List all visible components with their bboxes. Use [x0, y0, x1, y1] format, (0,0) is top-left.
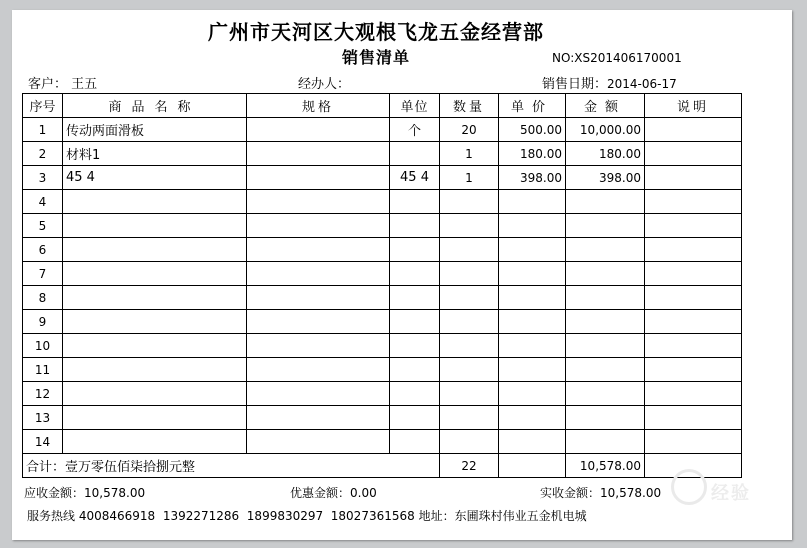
item-price	[499, 430, 566, 454]
table-row	[23, 142, 742, 166]
item-price	[499, 382, 566, 406]
item-price	[499, 190, 566, 214]
document-number: NO:XS201406170001	[552, 51, 682, 65]
row-number: 9	[23, 310, 63, 334]
row-number: 4	[23, 190, 63, 214]
date-info	[542, 73, 677, 92]
address: 东圃珠村伟业五金机电城	[454, 509, 587, 523]
item-note	[645, 262, 742, 286]
item-amount	[566, 406, 645, 430]
item-unit: 45 4	[390, 166, 440, 190]
item-price	[499, 286, 566, 310]
item-amount	[566, 214, 645, 238]
item-name	[63, 430, 247, 454]
sale-date: 2014-06-17	[607, 77, 677, 91]
item-price	[499, 406, 566, 430]
item-spec	[247, 358, 390, 382]
table-row	[23, 214, 742, 238]
item-qty	[440, 430, 499, 454]
row-number: 7	[23, 262, 63, 286]
table-header-row	[23, 94, 742, 118]
item-spec	[247, 214, 390, 238]
customer-info	[28, 73, 97, 92]
item-unit: 个	[390, 118, 440, 142]
item-spec	[247, 310, 390, 334]
receivable-label: 应收金额：	[24, 486, 85, 500]
item-name	[63, 382, 247, 406]
item-price	[499, 262, 566, 286]
item-price	[499, 358, 566, 382]
customer-name: 王五	[71, 77, 98, 92]
table-row	[23, 118, 742, 142]
item-unit	[390, 310, 440, 334]
item-qty	[440, 358, 499, 382]
item-name	[63, 406, 247, 430]
item-spec	[247, 166, 390, 190]
paw-icon	[671, 469, 707, 505]
item-unit	[390, 262, 440, 286]
item-note	[645, 142, 742, 166]
item-qty	[440, 382, 499, 406]
item-spec	[247, 382, 390, 406]
item-note	[645, 238, 742, 262]
row-number: 11	[23, 358, 63, 382]
table-row	[23, 310, 742, 334]
row-number: 14	[23, 430, 63, 454]
received-label: 实收金额：	[540, 486, 601, 500]
item-qty	[440, 262, 499, 286]
total-in-words: 合计：壹万零伍佰柒拾捌元整	[23, 454, 440, 478]
contact-line	[27, 507, 587, 524]
item-name	[63, 214, 247, 238]
item-amount	[566, 262, 645, 286]
item-name	[63, 358, 247, 382]
item-amount	[566, 430, 645, 454]
item-qty	[440, 310, 499, 334]
item-spec	[247, 334, 390, 358]
address-label: 地址：	[418, 509, 455, 523]
table-row	[23, 190, 742, 214]
item-amount	[566, 286, 645, 310]
row-number: 2	[23, 142, 63, 166]
row-number: 13	[23, 406, 63, 430]
item-amount	[566, 190, 645, 214]
item-amount	[566, 382, 645, 406]
item-unit	[390, 334, 440, 358]
item-name	[63, 310, 247, 334]
customer-label: 客户：	[28, 77, 68, 92]
item-name	[63, 286, 247, 310]
discount-amount: 0.00	[350, 486, 377, 500]
item-note	[645, 406, 742, 430]
row-number: 1	[23, 118, 63, 142]
item-note	[645, 286, 742, 310]
item-unit	[390, 406, 440, 430]
discount-info	[290, 484, 377, 501]
item-spec	[247, 238, 390, 262]
handler-label: 经办人：	[298, 77, 351, 92]
item-amount: 180.00	[566, 142, 645, 166]
item-note	[645, 310, 742, 334]
item-amount: 10,000.00	[566, 118, 645, 142]
item-price	[499, 334, 566, 358]
item-spec	[247, 142, 390, 166]
item-unit	[390, 358, 440, 382]
item-qty	[440, 190, 499, 214]
receivable-info	[24, 484, 145, 501]
item-amount	[566, 334, 645, 358]
item-name: 45 4	[63, 166, 247, 190]
item-note	[645, 118, 742, 142]
item-note	[645, 214, 742, 238]
item-unit	[390, 382, 440, 406]
item-name	[63, 334, 247, 358]
total-amount: 10,578.00	[566, 454, 645, 478]
table-row	[23, 382, 742, 406]
item-note	[645, 190, 742, 214]
item-amount	[566, 238, 645, 262]
item-spec	[247, 118, 390, 142]
col-header-unit: 单位	[390, 94, 440, 118]
items-table	[22, 93, 742, 478]
col-header-no: 序号	[23, 94, 63, 118]
item-note	[645, 334, 742, 358]
item-amount	[566, 310, 645, 334]
item-name: 传动两面滑板	[63, 118, 247, 142]
table-row	[23, 286, 742, 310]
item-note	[645, 166, 742, 190]
item-price	[499, 214, 566, 238]
total-price-empty	[499, 454, 566, 478]
col-header-name: 商品名称	[63, 94, 247, 118]
row-number: 5	[23, 214, 63, 238]
item-price	[499, 238, 566, 262]
row-number: 3	[23, 166, 63, 190]
total-qty: 22	[440, 454, 499, 478]
item-qty: 1	[440, 142, 499, 166]
item-name	[63, 238, 247, 262]
item-name	[63, 190, 247, 214]
item-qty	[440, 334, 499, 358]
discount-label: 优惠金额：	[290, 486, 351, 500]
item-amount	[566, 358, 645, 382]
item-qty	[440, 286, 499, 310]
col-header-amount: 金额	[566, 94, 645, 118]
watermark-text: 经验	[711, 483, 751, 504]
item-note	[645, 430, 742, 454]
item-price: 398.00	[499, 166, 566, 190]
item-name	[63, 262, 247, 286]
item-qty	[440, 406, 499, 430]
document-title: 销售清单	[341, 48, 410, 67]
item-qty	[440, 214, 499, 238]
table-row	[23, 358, 742, 382]
table-row	[23, 406, 742, 430]
table-row	[23, 334, 742, 358]
item-qty: 1	[440, 166, 499, 190]
item-amount: 398.00	[566, 166, 645, 190]
item-spec	[247, 262, 390, 286]
item-qty	[440, 238, 499, 262]
col-header-note: 说明	[645, 94, 742, 118]
item-unit	[390, 430, 440, 454]
item-unit	[390, 238, 440, 262]
total-row	[23, 454, 742, 478]
item-note	[645, 382, 742, 406]
item-note	[645, 358, 742, 382]
item-price: 500.00	[499, 118, 566, 142]
col-header-spec: 规格	[247, 94, 390, 118]
item-spec	[247, 406, 390, 430]
item-unit	[390, 286, 440, 310]
table-row	[23, 262, 742, 286]
row-number: 8	[23, 286, 63, 310]
date-label: 销售日期：	[542, 77, 608, 92]
item-name: 材料1	[63, 142, 247, 166]
table-row	[23, 166, 742, 190]
sales-receipt	[12, 10, 792, 540]
row-number: 10	[23, 334, 63, 358]
item-spec	[247, 430, 390, 454]
received-info	[540, 484, 661, 501]
item-unit	[390, 142, 440, 166]
received-amount: 10,578.00	[600, 486, 662, 500]
item-qty: 20	[440, 118, 499, 142]
row-number: 6	[23, 238, 63, 262]
col-header-qty: 数量	[440, 94, 499, 118]
company-name: 广州市天河区大观根飞龙五金经营部	[208, 20, 544, 44]
item-price	[499, 310, 566, 334]
handler-info	[298, 73, 350, 92]
watermark	[667, 465, 787, 520]
table-row	[23, 238, 742, 262]
item-spec	[247, 190, 390, 214]
receivable-amount: 10,578.00	[84, 486, 146, 500]
hotline-numbers: 4008466918 13922712​86 1899830297 18027361568	[78, 509, 415, 523]
table-row	[23, 430, 742, 454]
item-unit	[390, 214, 440, 238]
item-price: 180.00	[499, 142, 566, 166]
item-unit	[390, 190, 440, 214]
col-header-price: 单价	[499, 94, 566, 118]
item-spec	[247, 286, 390, 310]
hotline-label: 服务热线	[27, 509, 76, 523]
row-number: 12	[23, 382, 63, 406]
